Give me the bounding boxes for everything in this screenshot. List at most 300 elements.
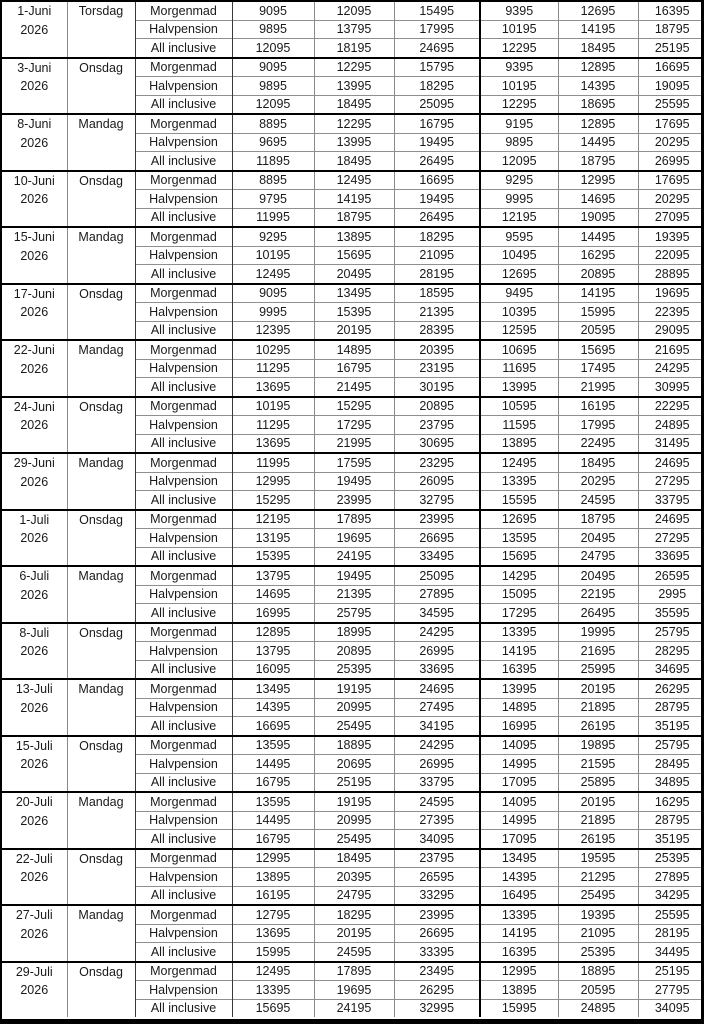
price-cell: 26995 [394,642,480,661]
date-line2: 2026 [20,305,49,319]
price-cell: 11995 [232,453,314,472]
price-cell: 13695 [232,434,314,453]
price-cell: 20495 [314,265,394,284]
table-row [2,340,704,359]
price-cell: 14195 [314,190,394,209]
price-cell: 26095 [394,472,480,491]
day-cell [67,227,135,284]
date-cell [2,397,67,454]
price-cell: 13795 [314,20,394,39]
price-cell: 12695 [480,265,558,284]
price-cell: 30695 [394,434,480,453]
price-cell: 24595 [394,792,480,811]
date-cell [2,171,67,228]
price-cell: 32795 [394,491,480,510]
price-cell: 13395 [480,623,558,642]
price-cell: 18995 [314,623,394,642]
date-line2: 2026 [20,22,49,37]
meal-cell: Morgenmad [135,171,232,190]
table-row [2,849,704,868]
price-cell: 18795 [314,208,394,227]
price-cell: 19595 [558,849,638,868]
price-cell: 16995 [232,604,314,623]
date-line2: 2026 [20,700,49,715]
price-cell: 21495 [314,378,394,397]
price-cell: 25095 [394,95,480,114]
price-cell: 11695 [480,359,558,378]
price-cell: 12795 [232,905,314,924]
price-cell: 13595 [232,736,314,755]
meal-cell: Halvpension [135,981,232,1000]
date-cell [2,227,67,284]
price-cell: 20895 [558,265,638,284]
day-label: Mandag [78,230,124,244]
price-cell: 10195 [232,246,314,265]
price-cell: 14495 [232,811,314,830]
price-cell: 20295 [638,190,704,209]
date-line2: 2026 [20,757,49,771]
price-cell: 18895 [314,736,394,755]
price-cell: 11995 [232,208,314,227]
price-cell: 10195 [232,397,314,416]
meal-cell: Morgenmad [135,284,232,303]
price-table-body [2,2,704,1017]
price-cell: 27795 [638,981,704,1000]
date-cell [2,2,67,58]
price-cell: 24695 [394,39,480,58]
meal-cell: All inclusive [135,547,232,566]
price-cell: 14195 [558,20,638,39]
date-cell [2,849,67,906]
meal-cell: Morgenmad [135,2,232,20]
price-cell: 19495 [394,190,480,209]
price-cell: 14695 [558,190,638,209]
price-cell: 16795 [232,830,314,849]
price-cell: 16195 [558,397,638,416]
price-cell: 9695 [232,133,314,152]
price-cell: 16795 [314,359,394,378]
price-cell: 34495 [638,943,704,962]
meal-cell: All inclusive [135,660,232,679]
price-cell: 9195 [480,114,558,133]
price-cell: 34095 [394,830,480,849]
price-cell: 28895 [638,265,704,284]
price-cell: 9895 [232,77,314,96]
meal-cell: Morgenmad [135,736,232,755]
date-line2: 2026 [20,361,49,376]
price-cell: 18295 [394,77,480,96]
price-cell: 10195 [480,20,558,39]
price-cell: 13895 [480,434,558,453]
meal-cell: Halvpension [135,642,232,661]
price-cell: 21095 [394,246,480,265]
price-cell: 16695 [638,58,704,77]
price-cell: 19495 [394,133,480,152]
date-cell [2,905,67,962]
price-cell: 25795 [638,623,704,642]
date-cell [2,284,67,341]
date-cell [2,340,67,397]
price-cell: 28195 [394,265,480,284]
meal-cell: All inclusive [135,95,232,114]
price-cell: 18795 [638,20,704,39]
price-cell: 25395 [638,849,704,868]
price-cell: 19395 [638,227,704,246]
meal-cell: Halvpension [135,20,232,39]
price-cell: 25595 [638,905,704,924]
date-line1: 20-Juli [15,795,53,809]
price-cell: 19495 [314,566,394,585]
price-cell: 15995 [480,999,558,1017]
price-cell: 12095 [480,152,558,171]
price-cell: 20595 [558,321,638,340]
price-cell: 14395 [558,77,638,96]
price-cell: 33795 [638,491,704,510]
price-cell: 13995 [314,133,394,152]
day-cell [67,284,135,341]
price-cell: 27395 [394,811,480,830]
price-cell: 12695 [480,510,558,529]
price-cell: 20995 [314,811,394,830]
date-cell [2,623,67,680]
date-cell [2,962,67,1018]
price-cell: 14495 [232,755,314,774]
price-cell: 15295 [314,397,394,416]
price-cell: 26295 [394,981,480,1000]
price-cell: 9995 [480,190,558,209]
price-cell: 20595 [558,981,638,1000]
price-cell: 14195 [480,924,558,943]
meal-cell: All inclusive [135,830,232,849]
price-cell: 19195 [314,679,394,698]
day-label: Onsdag [79,964,123,979]
table-row [2,171,704,190]
price-cell: 15595 [480,491,558,510]
price-cell: 33395 [394,943,480,962]
table-row [2,566,704,585]
price-cell: 26595 [638,566,704,585]
price-cell: 17895 [314,962,394,981]
price-cell: 15795 [394,58,480,77]
price-cell: 18195 [314,39,394,58]
date-line2: 2026 [20,79,49,93]
price-cell: 18495 [558,453,638,472]
price-cell: 13395 [480,472,558,491]
price-cell: 22095 [638,246,704,265]
price-cell: 17695 [638,171,704,190]
price-cell: 10695 [480,340,558,359]
meal-cell: All inclusive [135,773,232,792]
price-cell: 13795 [232,642,314,661]
price-cell: 12095 [232,95,314,114]
price-cell: 19195 [314,792,394,811]
price-cell: 21395 [314,585,394,604]
price-cell: 15695 [232,999,314,1017]
date-cell [2,792,67,849]
price-cell: 34095 [638,999,704,1017]
price-cell: 21095 [558,924,638,943]
meal-cell: Morgenmad [135,114,232,133]
price-cell: 17895 [314,510,394,529]
price-cell: 20695 [314,755,394,774]
date-line2: 2026 [20,135,49,150]
price-cell: 12495 [232,265,314,284]
price-cell: 16695 [394,171,480,190]
meal-cell: Morgenmad [135,453,232,472]
price-cell: 12895 [558,114,638,133]
table-row [2,679,704,698]
price-cell: 20195 [558,679,638,698]
price-cell: 13595 [480,529,558,548]
price-cell: 18295 [314,905,394,924]
price-cell: 21395 [394,303,480,322]
price-cell: 12895 [558,58,638,77]
price-cell: 33295 [394,886,480,905]
date-line1: 17-Juni [13,286,55,301]
date-line1: 29-Juni [13,456,55,470]
price-cell: 24195 [314,547,394,566]
price-cell: 15295 [232,491,314,510]
price-cell: 15695 [558,340,638,359]
price-cell: 13995 [314,77,394,96]
price-cell: 12995 [480,962,558,981]
meal-cell: All inclusive [135,39,232,58]
price-cell: 20195 [314,321,394,340]
price-cell: 24295 [394,623,480,642]
price-cell: 27895 [638,868,704,887]
price-cell: 23795 [394,416,480,435]
date-line1: 8-Juli [19,625,50,640]
day-label: Onsdag [79,286,123,301]
price-cell: 14495 [558,133,638,152]
price-cell: 9095 [232,284,314,303]
price-cell: 14895 [314,340,394,359]
price-cell: 21595 [558,755,638,774]
meal-cell: All inclusive [135,265,232,284]
table-row [2,792,704,811]
price-cell: 26195 [558,830,638,849]
price-cell: 9595 [480,227,558,246]
date-line1: 13-Juli [15,682,53,696]
price-cell: 13495 [480,849,558,868]
price-cell: 15095 [480,585,558,604]
meal-cell: All inclusive [135,604,232,623]
meal-cell: Halvpension [135,359,232,378]
price-cell: 13895 [480,981,558,1000]
price-cell: 19095 [638,77,704,96]
price-cell: 11295 [232,359,314,378]
day-label: Mandag [78,343,124,357]
price-cell: 18495 [314,95,394,114]
meal-cell: Halvpension [135,133,232,152]
day-cell [67,453,135,510]
price-cell: 12295 [314,114,394,133]
meal-cell: All inclusive [135,943,232,962]
price-cell: 15395 [232,547,314,566]
price-cell: 17295 [480,604,558,623]
price-cell: 10395 [480,303,558,322]
price-cell: 26995 [394,755,480,774]
date-line1: 15-Juni [13,230,55,244]
price-cell: 23995 [394,510,480,529]
price-cell: 12595 [480,321,558,340]
price-cell: 9295 [232,227,314,246]
date-line1: 27-Juli [15,908,53,922]
price-cell: 12095 [232,39,314,58]
date-cell [2,114,67,171]
price-cell: 22195 [558,585,638,604]
price-cell: 13895 [314,227,394,246]
price-cell: 21695 [558,642,638,661]
price-cell: 16795 [232,773,314,792]
price-cell: 35195 [638,717,704,736]
price-cell: 28495 [638,755,704,774]
price-cell: 20495 [558,566,638,585]
date-line1: 22-Juli [15,851,53,866]
price-cell: 24295 [394,736,480,755]
price-cell: 14195 [480,642,558,661]
price-cell: 25495 [558,886,638,905]
meal-cell: Halvpension [135,190,232,209]
table-row [2,114,704,133]
price-cell: 2995 [638,585,704,604]
price-cell: 23995 [314,491,394,510]
price-cell: 24595 [558,491,638,510]
price-cell: 9095 [232,58,314,77]
price-cell: 20995 [314,698,394,717]
meal-cell: Morgenmad [135,962,232,981]
meal-cell: Halvpension [135,924,232,943]
meal-cell: Halvpension [135,77,232,96]
price-cell: 16295 [558,246,638,265]
price-cell: 16295 [638,792,704,811]
price-cell: 29095 [638,321,704,340]
price-cell: 21695 [638,340,704,359]
table-row [2,510,704,529]
meal-cell: All inclusive [135,321,232,340]
price-cell: 11895 [232,152,314,171]
price-cell: 20895 [394,397,480,416]
price-cell: 24795 [314,886,394,905]
meal-cell: Halvpension [135,303,232,322]
price-cell: 13395 [480,905,558,924]
price-cell: 15995 [232,943,314,962]
price-cell: 12895 [232,623,314,642]
meal-cell: Halvpension [135,755,232,774]
price-cell: 30195 [394,378,480,397]
price-cell: 33795 [394,773,480,792]
price-cell: 12195 [232,510,314,529]
date-line1: 6-Juli [19,569,50,583]
day-label: Mandag [78,569,124,583]
date-line1: 3-Juni [17,60,52,75]
price-cell: 19695 [638,284,704,303]
price-cell: 23995 [394,905,480,924]
day-label: Onsdag [79,625,123,640]
price-cell: 13995 [480,679,558,698]
date-line2: 2026 [20,531,49,545]
price-cell: 16395 [654,3,690,18]
price-cell: 25095 [394,566,480,585]
day-cell [67,2,135,58]
price-cell: 27895 [394,585,480,604]
price-cell: 26295 [638,679,704,698]
price-cell: 25795 [314,604,394,623]
date-line1: 10-Juni [13,173,55,188]
price-cell: 17995 [394,20,480,39]
meal-cell: All inclusive [135,208,232,227]
price-cell: 26995 [638,152,704,171]
date-line2: 2026 [20,587,49,602]
price-cell: 18295 [394,227,480,246]
price-cell: 27095 [638,208,704,227]
price-cell: 11595 [480,416,558,435]
price-cell: 33695 [638,547,704,566]
day-label: Mandag [78,682,124,696]
meal-cell: All inclusive [135,999,232,1017]
price-cell: 21995 [314,434,394,453]
price-cell: 25995 [558,660,638,679]
date-line2: 2026 [20,192,49,206]
price-cell: 33695 [394,660,480,679]
day-label: Torsdag [78,4,124,18]
price-cell: 19095 [558,208,638,227]
day-cell [67,566,135,623]
meal-cell: All inclusive [135,152,232,171]
price-cell: 18695 [558,95,638,114]
price-cell: 19395 [558,905,638,924]
date-line2: 2026 [20,474,49,489]
price-cell: 21295 [558,868,638,887]
price-cell: 16995 [480,717,558,736]
price-cell: 25395 [558,943,638,962]
price-cell: 16395 [480,943,558,962]
date-line1: 22-Juni [13,343,55,357]
price-cell: 34295 [638,886,704,905]
meal-cell: Morgenmad [135,849,232,868]
price-cell: 10595 [480,397,558,416]
price-cell: 13795 [232,566,314,585]
table-row [2,58,704,77]
price-cell: 16695 [232,717,314,736]
price-cell: 14695 [232,585,314,604]
price-cell: 21895 [558,698,638,717]
price-cell: 28395 [394,321,480,340]
price-cell: 18495 [314,152,394,171]
price-cell: 20195 [558,792,638,811]
table-row [2,397,704,416]
meal-cell: All inclusive [135,717,232,736]
day-label: Onsdag [79,399,123,414]
meal-cell: Morgenmad [135,340,232,359]
price-cell: 24595 [314,943,394,962]
date-line2: 2026 [20,418,49,432]
meal-cell: Morgenmad [135,397,232,416]
price-cell: 9395 [480,2,558,20]
price-cell: 19695 [314,981,394,1000]
date-line1: 1-Juni [17,4,52,18]
meal-cell: Morgenmad [135,623,232,642]
price-cell: 14095 [480,792,558,811]
price-cell: 16495 [480,886,558,905]
meal-cell: Morgenmad [135,679,232,698]
price-cell: 9795 [232,190,314,209]
price-cell: 25195 [314,773,394,792]
day-cell [67,340,135,397]
price-cell: 14395 [232,698,314,717]
price-cell: 18795 [558,510,638,529]
price-cell: 23295 [394,453,480,472]
